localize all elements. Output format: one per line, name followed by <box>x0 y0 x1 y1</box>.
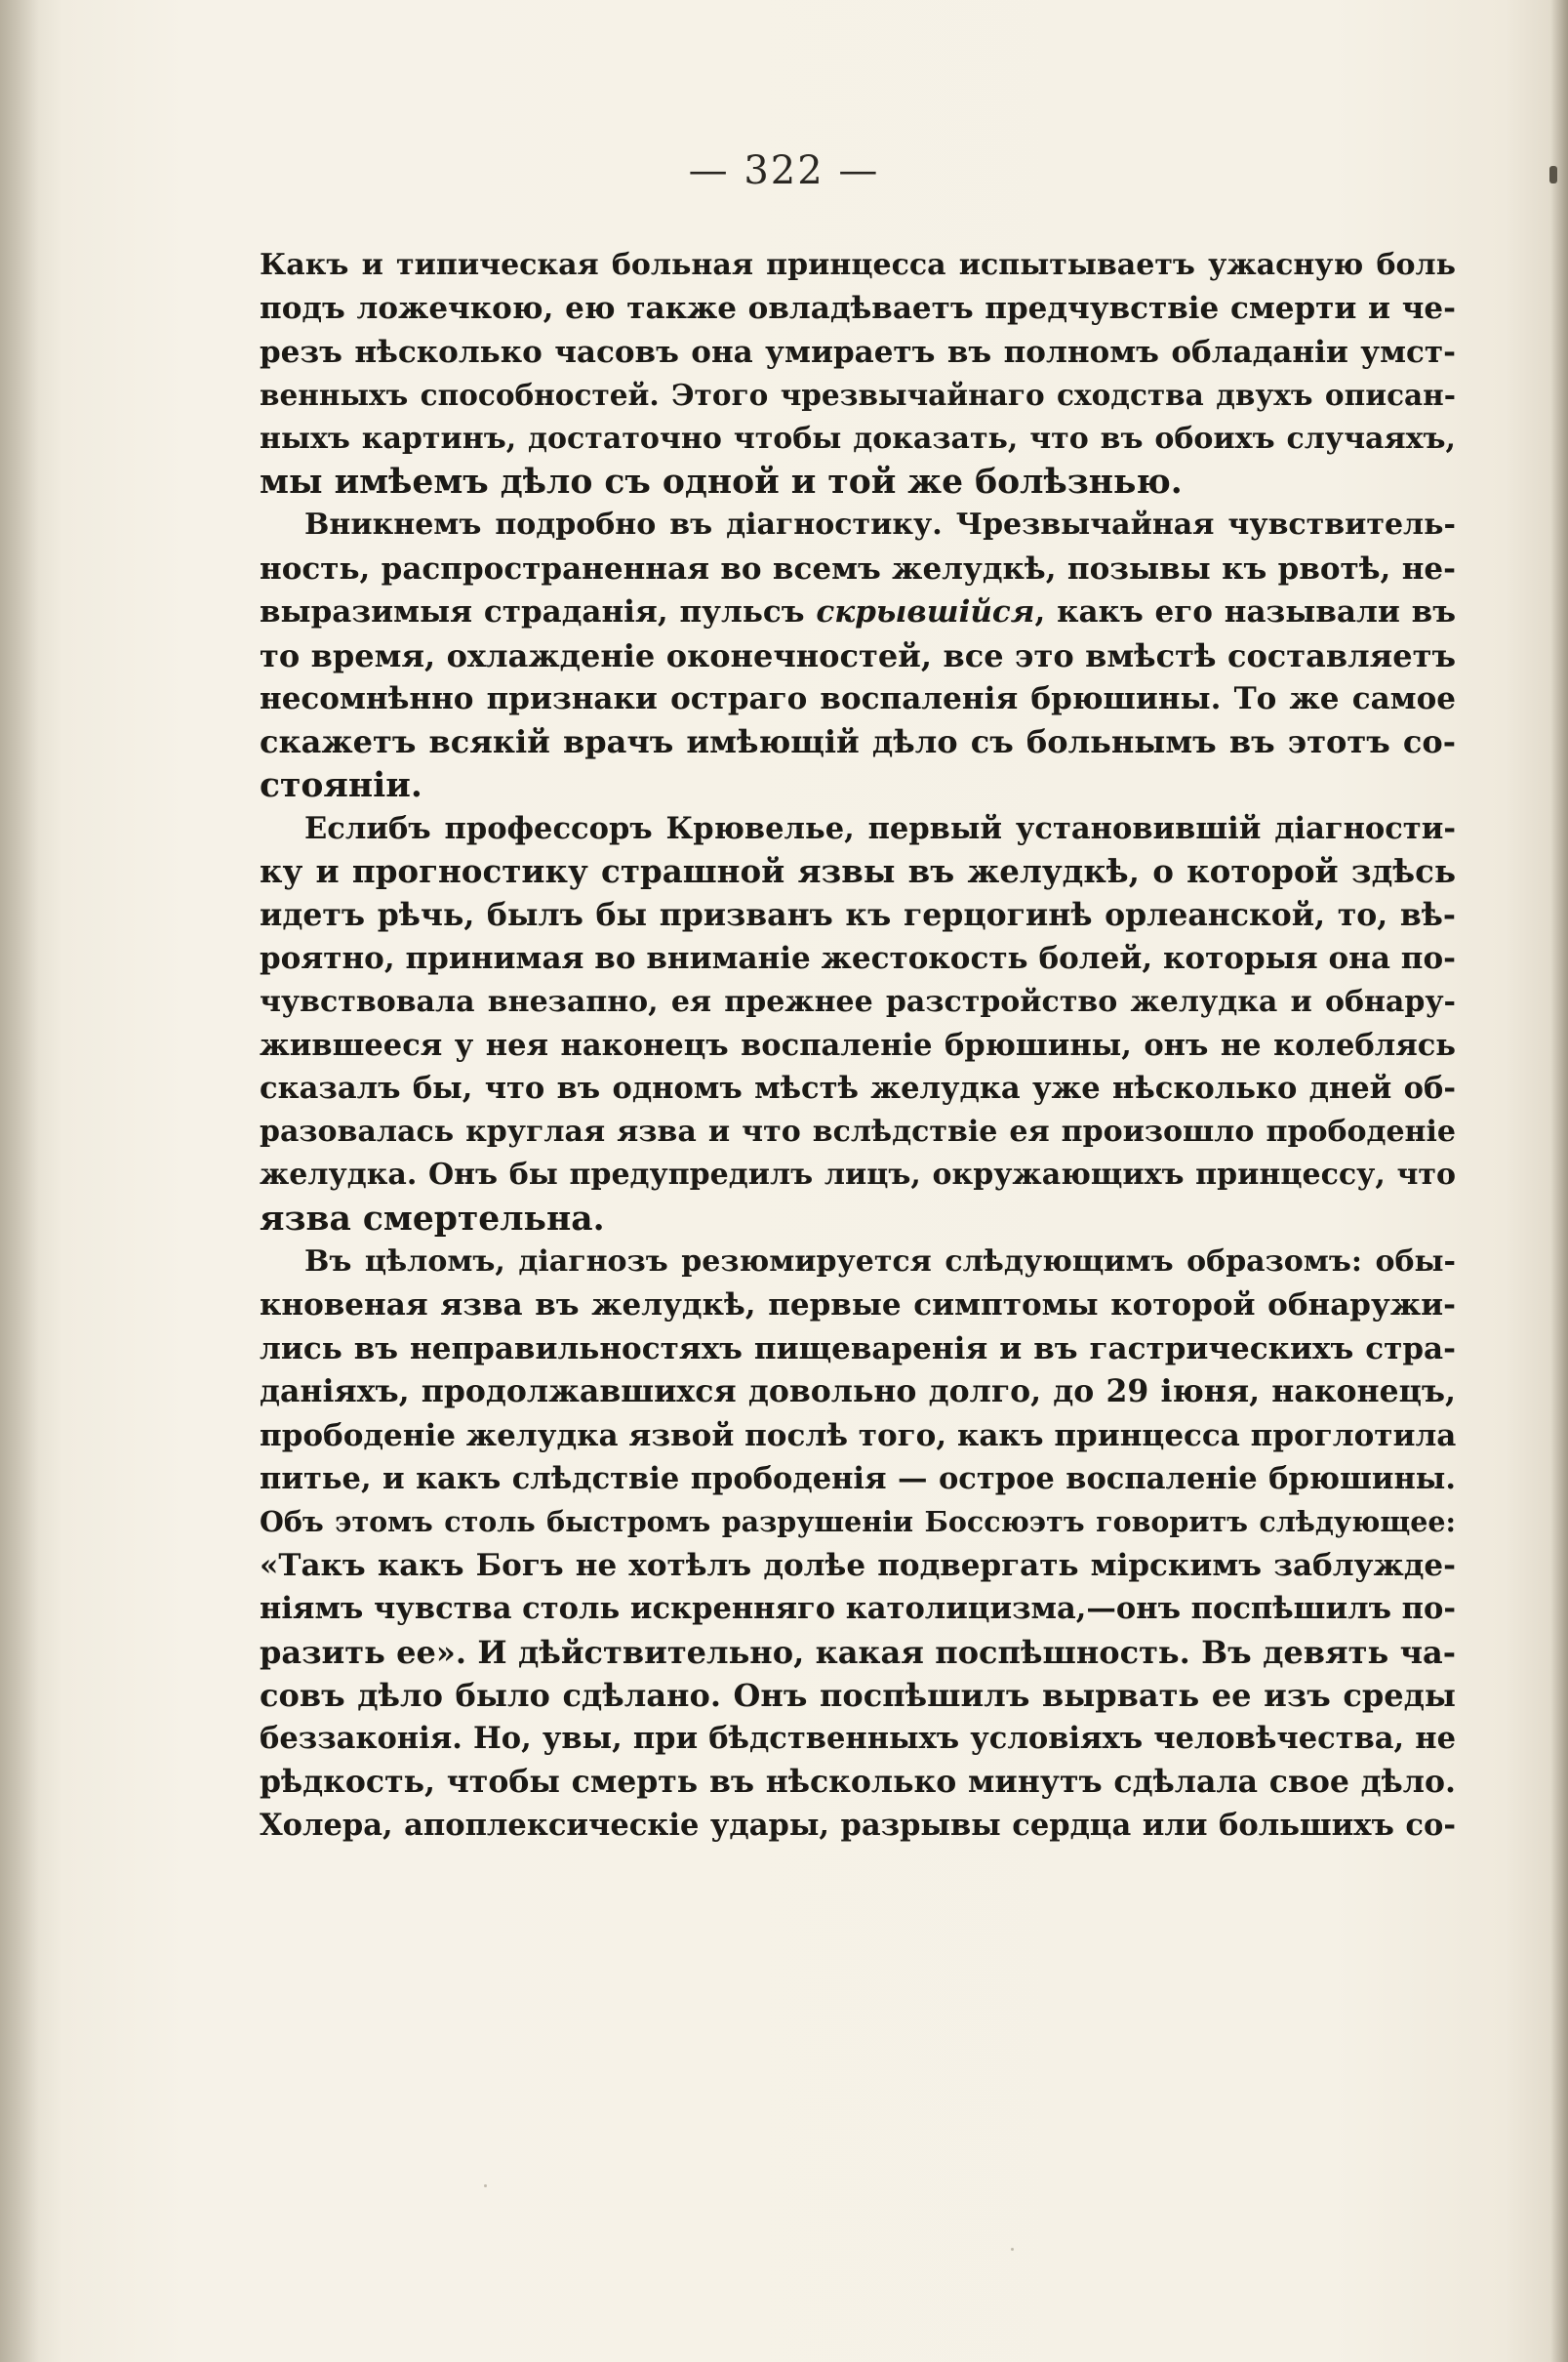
text-line: совъ дѣло было сдѣлано. Онъ поспѣшилъ вырвать ее изъ среды <box>260 1676 1456 1714</box>
text-line: Объ этомъ столь быстромъ разрушеніи Боссюэтъ говоритъ слѣдующее: <box>260 1505 1456 1539</box>
text-line: прободеніе желудка язвой послѣ того, какъ принцесса проглотила <box>260 1417 1456 1453</box>
text-line: ныхъ картинъ, достаточно чтобы доказать, что въ обоихъ случаяхъ, <box>260 421 1456 456</box>
text-line: разовалась круглая язва и что вслѣдствіе ея произошло прободеніе <box>260 1114 1456 1149</box>
text-line: сказалъ бы, что въ одномъ мѣстѣ желудка уже нѣсколько дней об- <box>260 1071 1456 1107</box>
text-line: «Такъ какъ Богъ не хотѣлъ долѣе подвергать мірскимъ заблужде- <box>260 1547 1456 1583</box>
text-line: выразимыя страданія, пульсъ скрывшійся, какъ его называли въ <box>260 594 1456 631</box>
text-line: питье, и какъ слѣдствіе прободенія — острое воспаленіе брюшины. <box>260 1460 1456 1496</box>
text-line: то время, охлажденіе оконечностей, все это вмѣстѣ составляетъ <box>260 636 1456 674</box>
text-line: несомнѣнно признаки остраго воспаленія брюшины. То же самое <box>260 680 1456 716</box>
text-line: язва смертельна. <box>260 1199 605 1239</box>
text-line: Вникнемъ подробно въ діагностику. Чрезвычайная чувствитель- <box>304 508 1456 543</box>
text-line: беззаконія. Но, увы, при бѣдственныхъ условіяхъ человѣчества, не <box>260 1721 1456 1757</box>
text-line: чувствовала внезапно, ея прежнее разстройство желудка и обнару- <box>260 984 1456 1019</box>
page-edge-shadow <box>1550 0 1568 2362</box>
text-line: Холера, апоплексическіе удары, разрывы сердца или большихъ со- <box>260 1808 1456 1844</box>
text-line: даніяхъ, продолжавшихся довольно долго, до 29 іюня, наконецъ, <box>260 1373 1456 1410</box>
text-line: резъ нѣсколько часовъ она умираетъ въ полномъ обладаніи умст- <box>260 334 1456 370</box>
text-line: Еслибъ профессоръ Крювелье, первый установившій діагности- <box>304 811 1456 847</box>
page-number: — 322 — <box>688 148 880 193</box>
text-line: кновеная язва въ желудкѣ, первые симптомы которой обнаружи- <box>260 1287 1456 1324</box>
text-line: рѣдкость, чтобы смерть въ нѣсколько минутъ сдѣлала свое дѣло. <box>260 1763 1456 1800</box>
text-line: подъ ложечкою, ею также овладѣваетъ предчувствіе смерти и че- <box>260 291 1456 327</box>
text-line: разить ее». И дѣйствительно, какая поспѣшность. Въ девять ча- <box>260 1633 1456 1671</box>
text-line: Какъ и типическая больная принцесса испытываетъ ужасную боль <box>260 248 1456 282</box>
text-line: роятно, принимая во вниманіе жестокость болей, которыя она по- <box>260 941 1456 977</box>
text-line: мы имѣемъ дѣло съ одной и той же болѣзнью. <box>260 462 1183 502</box>
text-line: ность, распространенная во всемъ желудкѣ, позывы къ рвотѣ, не- <box>260 550 1456 587</box>
text-line: венныхъ способностей. Этого чрезвычайнаго сходства двухъ описан- <box>260 378 1456 413</box>
text-line: Въ цѣломъ, діагнозъ резюмируется слѣдующимъ образомъ: обы- <box>304 1243 1456 1279</box>
paper-speck <box>1011 2248 1014 2251</box>
binding-shadow <box>0 0 39 2362</box>
text-line: стояніи. <box>260 765 422 805</box>
text-line: ніямъ чувства столь искренняго католицизма,—онъ поспѣшилъ по- <box>260 1591 1456 1627</box>
text-line: идетъ рѣчь, былъ бы призванъ къ герцогинѣ орлеанской, то, вѣ- <box>260 896 1456 933</box>
text-line: жившееся у нея наконецъ воспаленіе брюшины, онъ не колеблясь <box>260 1028 1456 1064</box>
text-line: ку и прогностику страшной язвы въ желудкѣ, о которой здѣсь <box>260 852 1456 891</box>
text-line: скажетъ всякій врачъ имѣющій дѣло съ больнымъ въ этотъ со- <box>260 723 1456 761</box>
text-line: лись въ неправильностяхъ пищеваренія и въ гастрическихъ стра- <box>260 1330 1456 1366</box>
paper-speck <box>484 2184 487 2187</box>
body-text <box>260 244 1456 1847</box>
text-line: желудка. Онъ бы предупредилъ лицъ, окружающихъ принцессу, что <box>260 1158 1456 1193</box>
